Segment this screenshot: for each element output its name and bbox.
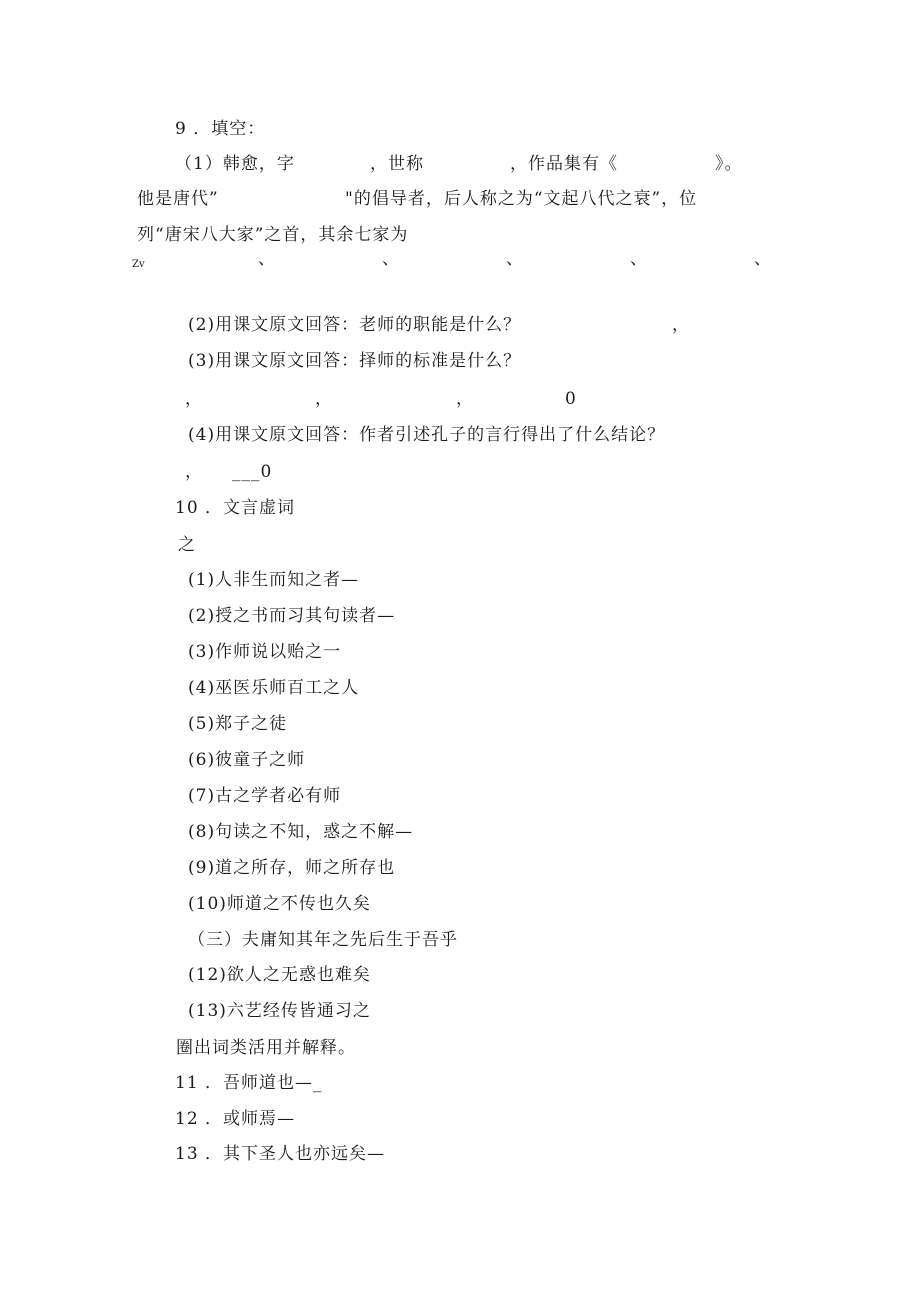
q10-item-7: (7)古之学者必有师 (188, 786, 342, 806)
q9-line1-part-d: 》。 (715, 154, 743, 174)
q9-sub4-question: (4)用课文原文回答：作者引述孔子的言行得出了什么结论？ (188, 425, 666, 445)
q11: 11 ．吾师道也—_ (175, 1073, 323, 1093)
q9-line4-sep-4: 、 (630, 249, 648, 269)
q9-line1-part-a: （1）韩愈，字 (175, 154, 295, 174)
q9-sub4-end: ___0 (232, 462, 273, 482)
q9-sub4-comma: ， (185, 462, 203, 482)
q9-line2-part-b: "的倡导者，后人称之为“文起八代之衰”，位 (345, 189, 698, 209)
q9-line2-part-a: 他是唐代” (137, 189, 219, 209)
q9-sub3-question: (3)用课文原文回答：择师的标准是什么？ (188, 351, 522, 371)
q9-sub3-end: 0 (565, 389, 577, 409)
q9-line4-sep-1: 、 (258, 249, 276, 269)
q10-instruction: 圈出词类活用并解释。 (176, 1038, 356, 1058)
q12: 12 ．或师焉— (175, 1109, 296, 1129)
q9-line4-sep-2: 、 (382, 249, 400, 269)
q9-sub3-comma-2: ， (315, 389, 333, 409)
q10-item-8: (8)句读之不知，惑之不解— (188, 822, 414, 842)
q10-item-10: (10)师道之不传也久矣 (188, 894, 371, 914)
q10-item-6: (6)彼童子之师 (188, 750, 306, 770)
q9-line1-part-b: ，世称 (370, 154, 424, 174)
q10-item-12: (12)欲人之无惑也难矣 (188, 965, 371, 985)
q10-item-2: (2)授之书而习其句读者— (188, 606, 396, 626)
q10-word: 之 (178, 535, 196, 555)
q9-sub3-comma-3: ， (456, 389, 474, 409)
q10-item-5: (5)郑子之徒 (188, 714, 288, 734)
q10-item-13: (13)六艺经传皆通习之 (188, 1001, 371, 1021)
q13: 13 ．其下圣人也亦远矣— (175, 1144, 386, 1164)
q10-item-4: (4)巫医乐师百工之人 (188, 678, 360, 698)
q10-item-9: (9)道之所存，师之所存也 (188, 858, 396, 878)
q10-item-3: (3)作师说以贻之一 (188, 642, 342, 662)
q9-sub3-comma-1: ， (185, 389, 203, 409)
q9-line4-mark: Zv (132, 259, 145, 270)
q9-line4-sep-5: 、 (754, 249, 772, 269)
q9-sub2-comma: ， (672, 315, 690, 335)
q9-heading: 9 ．填空： (175, 119, 266, 139)
q9-sub2-question: (2)用课文原文回答：老师的职能是什么？ (188, 315, 522, 335)
q9-line1-part-c: ，作品集有《 (510, 154, 618, 174)
q10-heading: 10 ．文言虚词 (175, 498, 296, 518)
q10-item-11: （三）夫庸知其年之先后生于吾乎 (188, 930, 458, 950)
q9-line3: 列“唐宋八大家”之首，其余七家为 (137, 225, 409, 245)
q10-item-1: (1)人非生而知之者— (188, 570, 360, 590)
q9-line4-sep-3: 、 (506, 249, 524, 269)
